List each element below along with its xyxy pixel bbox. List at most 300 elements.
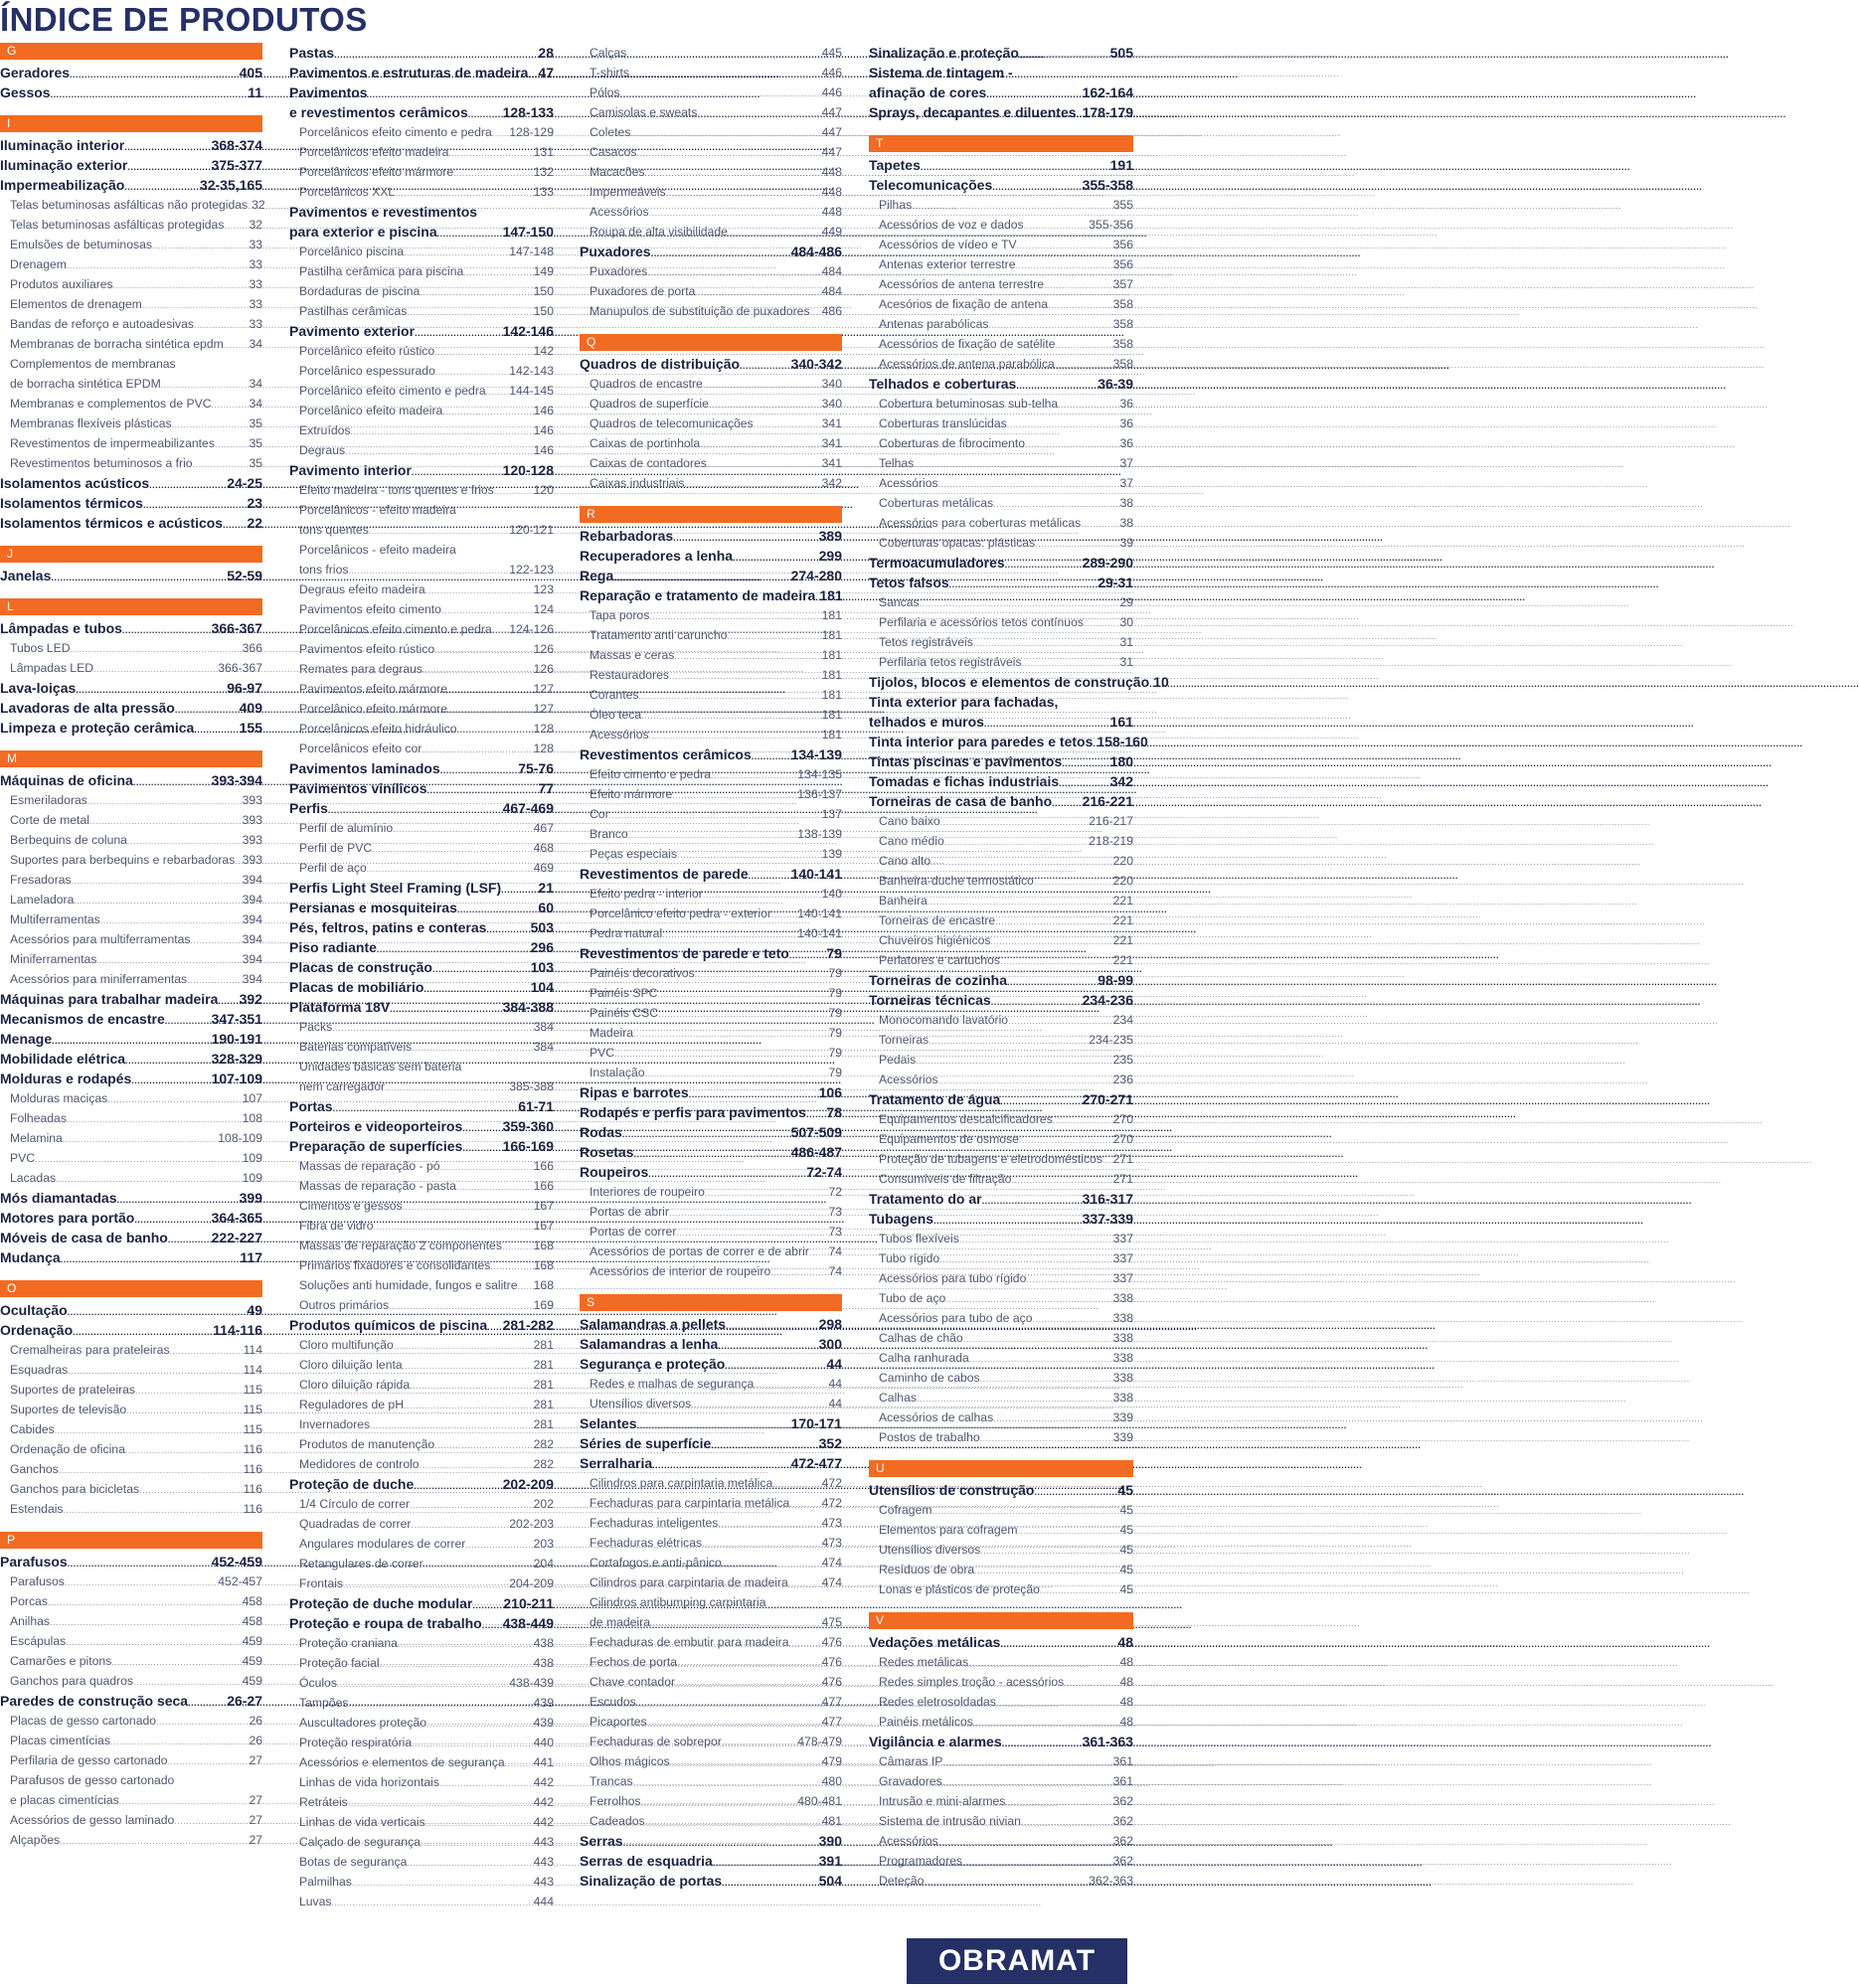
index-entry [0, 566, 262, 585]
page-number: 459 [242, 1634, 262, 1648]
dot-leader [68, 1554, 212, 1574]
page-number: 341 [821, 416, 842, 430]
dot-leader [505, 1753, 534, 1773]
index-subentry [289, 1812, 554, 1832]
dot-leader [770, 1262, 828, 1282]
dot-leader [427, 780, 539, 800]
entry-label: Pastas [289, 45, 335, 61]
page-number: 122-123 [509, 563, 554, 577]
index-subentry [580, 202, 842, 222]
page-number: 26 [249, 1734, 262, 1747]
dot-leader [370, 1415, 534, 1435]
dot-leader [174, 1811, 249, 1831]
entry-label: Efeito cimento e pedra [590, 767, 711, 781]
page-number: 439 [533, 1716, 554, 1730]
page-number: 443 [533, 1875, 554, 1889]
entry-label: Efeito madeira - tons quentes e frios [299, 483, 494, 497]
entry-label: Tapetes [869, 157, 921, 173]
dot-leader [133, 772, 212, 792]
page-number: 438-439 [509, 1676, 554, 1690]
index-subentry [289, 361, 554, 381]
page-title: ÍNDICE DE PRODUTOS [0, 1, 368, 38]
index-subentry [869, 1268, 1133, 1288]
page-number: 475 [821, 1615, 842, 1629]
dot-leader [425, 580, 534, 600]
index-entry [869, 573, 1133, 592]
entry-label: Coberturas metálicas [879, 496, 994, 510]
dot-leader [70, 65, 240, 84]
page-number: 79 [828, 1066, 842, 1079]
entry-label: Vigilância e alarmes [869, 1734, 1002, 1749]
dot-leader [623, 1833, 819, 1853]
entry-label: Isolamentos acústicos [0, 475, 150, 491]
dot-leader [713, 1853, 819, 1873]
entry-label: Isolamentos térmicos [0, 495, 143, 511]
page-number: 48 [1119, 1715, 1133, 1729]
page-number: 72 [828, 1185, 842, 1199]
page-number: 474 [821, 1575, 842, 1589]
index-subentry [289, 1752, 554, 1772]
index-subentry [0, 195, 265, 215]
entry-label: Camisolas e sweats [590, 105, 698, 119]
index-subentry [0, 1790, 262, 1810]
entry-label: Impermeabilização [0, 177, 125, 193]
entry-label: Chuveiros higiénicos [879, 933, 991, 947]
page-number: 44 [828, 1397, 842, 1410]
entry-label: Unidades básicas sem bateria [299, 1060, 462, 1074]
index-entry [0, 718, 262, 738]
index-subentry [580, 904, 842, 923]
entry-label: Séries de superfície [580, 1435, 712, 1451]
entry-label: Tubos LED [10, 641, 71, 655]
index-entry [289, 758, 554, 778]
index-entry [580, 566, 842, 585]
index-subentry [869, 473, 1133, 493]
entry-label: Placas de gesso cartonado [10, 1714, 157, 1728]
entry-label: Porcelânicos efeito cor [299, 742, 422, 755]
index-subentry [869, 871, 1133, 891]
index-entry [869, 83, 1133, 102]
entry-label: Tubagens [869, 1211, 934, 1227]
index-column-2 [289, 43, 554, 1911]
entry-label: Estendais [10, 1502, 64, 1516]
index-column-4 [869, 43, 1169, 1891]
entry-label: Acessórios de antena parabólica [879, 357, 1055, 371]
entry-label: Linhas de vida verticais [299, 1815, 425, 1829]
page-number: 484-486 [790, 244, 842, 259]
dot-leader [921, 157, 1110, 177]
entry-label: Peças especiais [590, 847, 678, 861]
index-entry [0, 155, 262, 175]
index-entry [0, 83, 262, 102]
entry-label: Caixas industriais [590, 476, 685, 490]
index-subentry [0, 294, 262, 314]
page-number: 477 [821, 1695, 842, 1709]
page-number: 36 [1119, 416, 1133, 430]
dot-leader [447, 680, 534, 700]
entry-label: Tratamento de água [869, 1091, 1001, 1107]
index-subentry [0, 1572, 262, 1591]
index-subentry [0, 1651, 262, 1671]
page-number: 48 [1119, 1675, 1133, 1689]
page-number: 72-74 [806, 1164, 842, 1180]
dot-leader [68, 1302, 248, 1322]
index-subentry [289, 818, 554, 838]
page-number: 222-227 [211, 1230, 262, 1245]
page-number: 181 [821, 608, 842, 622]
index-entry [580, 1122, 842, 1142]
entry-label: de borracha sintética EPDM [10, 377, 161, 391]
dot-leader [636, 143, 821, 163]
dot-leader [928, 892, 1113, 911]
page-number: 458 [242, 1594, 262, 1608]
page-number: 394 [242, 952, 262, 966]
page-number: 116 [243, 1442, 262, 1456]
page-number: 281 [533, 1417, 554, 1431]
page-number: 142-143 [509, 364, 554, 378]
dot-leader [390, 999, 502, 1019]
entry-label: Caixas de portinhola [590, 436, 701, 450]
index-entry [289, 1096, 554, 1116]
page-number: 234-235 [1089, 1033, 1133, 1047]
index-entry [580, 943, 842, 963]
entry-label: Porcelânicos - efeito madeira [299, 503, 456, 517]
page-number: 340 [821, 397, 842, 411]
page-number: 146 [533, 404, 554, 417]
dot-leader [647, 1713, 822, 1733]
page-number: 338 [1112, 1291, 1133, 1305]
entry-label: Menage [0, 1031, 53, 1047]
entry-label: Elementos de drenagem [10, 297, 142, 311]
entry-label: Sprays, decapantes e diluentes [869, 104, 1077, 120]
dot-leader [657, 984, 828, 1004]
index-entry [289, 1613, 554, 1633]
index-entry [580, 1314, 842, 1334]
dot-leader [1000, 1091, 1082, 1111]
page-number: 27 [249, 1813, 262, 1827]
index-subentry [289, 142, 554, 162]
dot-leader [944, 832, 1090, 852]
page-number: 341 [821, 456, 842, 470]
page-number: 33 [249, 257, 262, 271]
index-subentry [869, 831, 1133, 851]
page-number: 26-27 [227, 1693, 262, 1709]
entry-label: Bordaduras de piscina [299, 284, 421, 298]
entry-label: Cilindros antibumping carpintaria [590, 1595, 766, 1609]
page-number: 486-487 [790, 1144, 842, 1160]
index-subentry [869, 811, 1133, 831]
dot-leader [494, 481, 534, 501]
index-entry [580, 1851, 842, 1871]
entry-label: Quadros de encastre [590, 377, 703, 391]
index-subentry [0, 790, 262, 810]
index-subentry [289, 619, 554, 639]
entry-label: Produtos químicos de piscina [289, 1317, 488, 1333]
page-number: 23 [247, 495, 262, 511]
page-number: 467-469 [502, 800, 554, 816]
entry-label: Luvas [299, 1895, 332, 1908]
entry-label: Proteção facial [299, 1656, 380, 1670]
index-subentry [289, 599, 554, 619]
dot-leader [348, 1793, 534, 1813]
page-number: 128-129 [509, 125, 554, 139]
dot-leader [991, 992, 1083, 1012]
dot-leader [1081, 514, 1119, 534]
index-subentry [869, 1129, 1133, 1149]
dot-leader [1084, 613, 1119, 633]
entry-label: Acessórios para tubo de aço [879, 1311, 1033, 1325]
entry-label: Limpeza e proteção cerâmica [0, 720, 195, 736]
index-subentry [289, 1832, 554, 1852]
entry-label: Iluminação interior [0, 137, 125, 153]
obramat-logo [907, 1938, 1127, 1984]
dot-leader [1044, 275, 1113, 295]
dot-leader [456, 1177, 534, 1197]
entry-label: Fechaduras para carpintaria metálica [590, 1496, 790, 1510]
dot-leader [626, 44, 821, 64]
index-subentry [869, 1771, 1133, 1791]
page-number: 146 [533, 443, 554, 457]
entry-label: Revestimentos de parede e teto [580, 945, 789, 961]
dot-leader [87, 791, 243, 811]
dot-leader [48, 1592, 243, 1612]
dot-leader [152, 236, 249, 255]
page-number: 358 [1112, 337, 1133, 351]
page-number: 484 [821, 264, 842, 278]
index-subentry [580, 1003, 842, 1023]
page-number: 281-282 [502, 1317, 554, 1333]
index-entry [580, 1142, 842, 1162]
entry-label: Utensílios diversos [590, 1397, 692, 1410]
page-number: 337-339 [1082, 1211, 1133, 1227]
index-subentry [289, 838, 554, 858]
index-subentry [869, 1388, 1133, 1408]
index-subentry [289, 1275, 554, 1295]
page-number: 393 [242, 793, 262, 807]
index-subentry [0, 1108, 262, 1128]
dot-leader [193, 454, 250, 474]
index-subentry [289, 858, 554, 878]
index-subentry [869, 513, 1133, 533]
entry-label: Acessórios [590, 205, 649, 219]
page-number: 203 [533, 1537, 554, 1551]
index-subentry [580, 804, 842, 824]
page-number: 399 [239, 1190, 262, 1206]
index-subentry [289, 1335, 554, 1355]
dot-leader [110, 1732, 250, 1751]
dot-leader [691, 1395, 828, 1414]
dot-leader [1008, 1011, 1113, 1031]
page-number: 140-141 [790, 866, 842, 882]
index-entry [580, 1334, 842, 1354]
dot-leader [1022, 653, 1120, 673]
index-subentry [580, 1811, 842, 1831]
entry-label: Porcelânicos efeito hidráulico [299, 722, 457, 736]
entry-label: Resíduos de obra [879, 1563, 975, 1576]
page-number: 29-31 [1098, 575, 1133, 590]
dot-leader [670, 1752, 822, 1772]
entry-label: Sistema de intrusão nivian [879, 1814, 1021, 1828]
index-entry [0, 1300, 262, 1320]
index-subentry [580, 122, 842, 142]
index-subentry [580, 1732, 842, 1751]
page-number: 170-171 [790, 1415, 842, 1431]
index-subentry [289, 1196, 554, 1216]
index-subentry [869, 1871, 1133, 1891]
index-subentry [289, 1414, 554, 1434]
dot-leader [969, 1349, 1113, 1369]
page-number: 150 [533, 284, 554, 298]
index-entry [289, 937, 554, 957]
dot-leader [421, 1833, 534, 1853]
index-entry [289, 1315, 554, 1335]
page-number: 480-481 [797, 1794, 842, 1808]
dot-leader [993, 494, 1119, 514]
index-subentry [289, 1255, 554, 1275]
entry-label: afinação de cores [869, 84, 987, 100]
index-entry [580, 1082, 842, 1102]
letter-header: Q [580, 334, 842, 351]
entry-label: Mobilidade elétrica [0, 1051, 126, 1067]
dot-leader [343, 1574, 509, 1594]
dot-leader [143, 495, 247, 515]
entry-label: Calhas [879, 1391, 917, 1405]
entry-label: Telas betuminosas asfálticas protegidas [10, 218, 225, 232]
index-entry [0, 493, 262, 513]
page-number: 236 [1112, 1073, 1133, 1086]
index-subentry [580, 374, 842, 394]
dot-leader [810, 302, 822, 322]
dot-leader [722, 1873, 818, 1893]
page-number: 389 [818, 528, 842, 544]
page-number: 296 [530, 939, 554, 955]
index-subentry [0, 1439, 262, 1459]
page-number: 339 [1112, 1430, 1133, 1444]
dot-leader [332, 1018, 533, 1038]
page-number: 45 [1119, 1523, 1133, 1537]
index-subentry [580, 1513, 842, 1533]
dot-leader [414, 1476, 502, 1496]
index-subentry [580, 1473, 842, 1493]
index-subentry [0, 374, 262, 394]
page-number: 281 [533, 1358, 554, 1372]
entry-label: Porcelânicos XXL [299, 185, 396, 199]
entry-label: Tetos registráveis [879, 635, 973, 649]
dot-leader [649, 203, 822, 223]
index-entry [289, 1474, 554, 1494]
entry-label: Painéis CSC [590, 1006, 659, 1020]
index-subentry [869, 1169, 1133, 1189]
page-number: 452-459 [211, 1554, 262, 1570]
index-entry [289, 1136, 554, 1156]
index-entry [869, 553, 1133, 573]
section-spacer [580, 1281, 842, 1294]
entry-label: Auscultadores proteção [299, 1716, 427, 1730]
page-number: 409 [239, 700, 262, 716]
dot-leader [68, 1361, 243, 1381]
page-number: 35 [249, 416, 262, 430]
index-entry [869, 732, 1148, 751]
entry-label: Quadros de superfície [590, 397, 709, 411]
page-number: 361 [1112, 1774, 1133, 1788]
dot-leader [1018, 1521, 1120, 1541]
entry-label: Suportes para berbequins e rebarbadoras [10, 853, 236, 867]
dot-leader [674, 646, 821, 666]
page-number: 393 [242, 833, 262, 847]
page-number: 181 [821, 688, 842, 702]
dot-leader [620, 83, 822, 103]
index-subentry [869, 1308, 1133, 1328]
dot-leader [1035, 534, 1119, 554]
page-number: 128-133 [502, 104, 554, 120]
entry-label: Perfil de PVC [299, 841, 373, 855]
entry-label: Tinta exterior para fachadas, [869, 694, 1059, 710]
dot-leader [55, 1420, 244, 1440]
dot-leader [425, 1813, 534, 1833]
page-number: 45 [1119, 1582, 1133, 1596]
entry-label: Revestimentos cerâmicos [580, 746, 752, 762]
entry-label: Acessórios de antena terrestre [879, 277, 1044, 291]
dot-leader [76, 680, 227, 700]
dot-leader [435, 362, 509, 382]
page-number: 115 [243, 1422, 262, 1436]
page-number: 79 [826, 945, 842, 961]
page-number: 438 [533, 1636, 554, 1650]
index-subentry [580, 1692, 842, 1712]
dot-leader [420, 1455, 534, 1475]
index-subentry [580, 983, 842, 1003]
page-number: 79 [828, 1006, 842, 1020]
dot-leader [789, 1633, 822, 1653]
page-number: 366 [242, 641, 262, 655]
dot-leader [938, 1832, 1113, 1852]
dot-leader [407, 302, 533, 322]
dot-leader [669, 1203, 829, 1223]
index-columns [0, 43, 1169, 1936]
page-number: 73 [828, 1225, 842, 1239]
index-entry [869, 374, 1133, 394]
page-number: 439 [533, 1696, 554, 1710]
dot-leader [501, 880, 538, 900]
entry-label: Motores para portão [0, 1210, 135, 1226]
index-subentry [869, 235, 1133, 254]
index-subentry [580, 1672, 842, 1692]
index-subentry [580, 1751, 842, 1771]
index-subentry [289, 1792, 554, 1812]
page-number: 221 [1112, 913, 1133, 927]
index-subentry [580, 725, 842, 745]
dot-leader [1024, 216, 1090, 236]
dot-leader [66, 1632, 242, 1652]
entry-label: Acessórios e elementos de segurança [299, 1755, 505, 1769]
page-number: 342 [1109, 773, 1133, 789]
index-entry [289, 917, 554, 937]
page-number: 107-109 [211, 1071, 262, 1086]
entry-label: Massas de reparação - pasta [299, 1179, 456, 1193]
index-subentry [0, 890, 262, 910]
entry-label: Calçado de segurança [299, 1835, 421, 1849]
page-number: 281 [533, 1398, 554, 1411]
dot-leader [134, 1210, 211, 1230]
page-number: 169 [533, 1298, 554, 1312]
entry-label: Esmeriladoras [10, 793, 87, 807]
dot-leader [224, 335, 250, 355]
dot-leader [528, 65, 538, 84]
dot-leader [423, 1555, 534, 1574]
dot-leader [647, 262, 821, 282]
dot-leader [650, 1613, 822, 1633]
entry-label: Revestimentos betuminosos a frio [10, 456, 193, 470]
